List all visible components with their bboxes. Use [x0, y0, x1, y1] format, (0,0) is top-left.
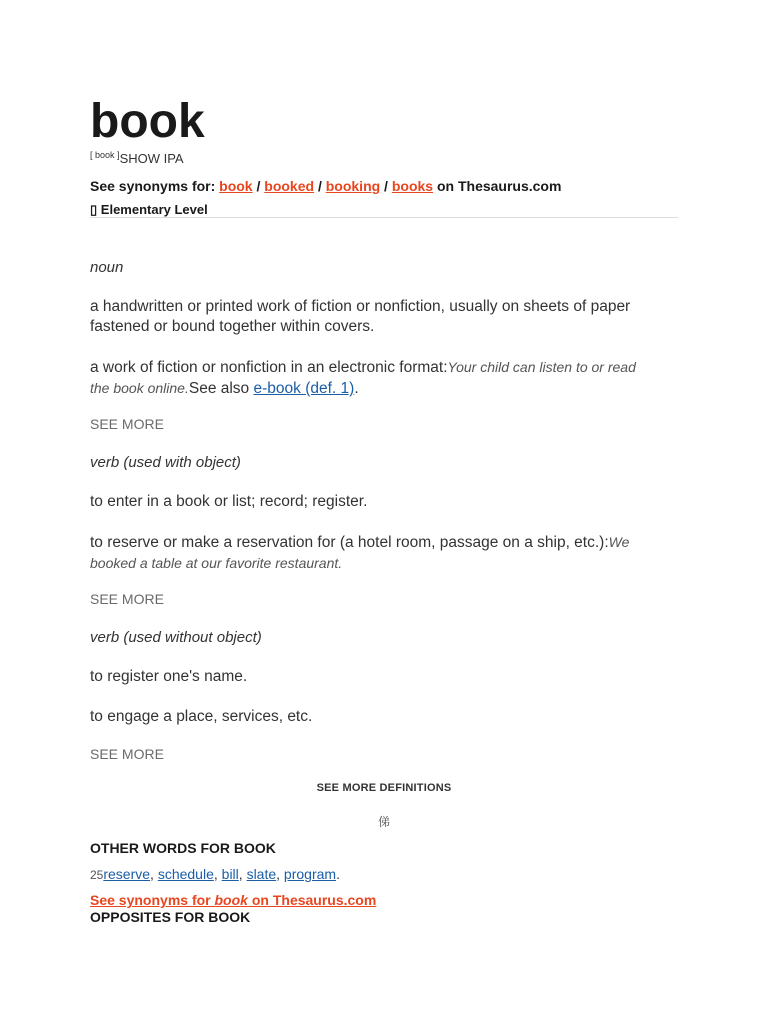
see-more-definitions-button[interactable]: SEE MORE DEFINITIONS	[316, 782, 452, 794]
show-ipa-button[interactable]: SHOW IPA	[119, 151, 184, 166]
pos-verb-transitive: verb (used with object)	[90, 454, 241, 471]
synonym-separator: /	[314, 178, 326, 194]
other-words-end: .	[336, 866, 340, 882]
thesaurus-link-suffix: on Thesaurus.com	[247, 892, 377, 908]
separator-glyph: 俤	[377, 815, 390, 829]
pos-noun: noun	[90, 259, 124, 276]
pron-bracket-open: [	[90, 150, 93, 160]
thesaurus-link-word: book	[214, 892, 248, 908]
pronunciation	[90, 150, 184, 166]
definition-verb-1: to enter in a book or list; record; register.	[90, 493, 368, 510]
synonyms-line	[90, 178, 561, 194]
ebook-link[interactable]: e-book (def. 1)	[253, 380, 355, 397]
synonyms-prefix: See synonyms for:	[90, 178, 220, 194]
synonym-separator: /	[380, 178, 392, 194]
opposites-heading: OPPOSITES FOR BOOK	[90, 909, 251, 925]
level-label: Elementary Level	[100, 202, 208, 217]
thesaurus-link[interactable]	[90, 892, 376, 908]
other-words-heading: OTHER WORDS FOR BOOK	[90, 840, 276, 856]
other-words-number: 25	[90, 868, 104, 882]
see-more-noun-button[interactable]: SEE MORE	[90, 416, 164, 432]
other-words-list: 25reserve, schedule, bill, slate, program.	[90, 866, 340, 882]
other-word-schedule[interactable]: schedule	[157, 866, 214, 882]
synonym-link-books[interactable]: books	[391, 178, 434, 194]
definition-example: Your child can listen to or read the book online.	[90, 359, 636, 396]
other-word-bill[interactable]: bill	[221, 866, 239, 882]
definition-text: to reserve or make a reservation for (a hotel room, passage on a ship, etc.):	[90, 534, 609, 551]
definition-example: We booked a table at our favorite restaurant.	[90, 534, 630, 571]
synonym-link-booking[interactable]: booking	[325, 178, 381, 194]
definition-end: .	[354, 380, 359, 397]
thesaurus-link-prefix: See synonyms for	[90, 892, 215, 908]
other-word-reserve[interactable]: reserve	[103, 866, 151, 882]
definition-verb-intrans-1: to register one's name.	[90, 668, 248, 685]
pron-bracket-close: ]	[117, 150, 120, 160]
see-also-text: See also	[188, 380, 254, 397]
other-word-slate[interactable]: slate	[246, 866, 277, 882]
definition-noun-1: a handwritten or printed work of fiction or nonfiction, usually on sheets of paper fastened or bound together within covers.	[90, 298, 631, 335]
divider	[90, 217, 678, 218]
see-more-verb-intrans-button[interactable]: SEE MORE	[90, 746, 164, 762]
other-word-program[interactable]: program	[283, 866, 337, 882]
definition-noun-2	[90, 357, 650, 399]
see-more-verb-button[interactable]: SEE MORE	[90, 591, 164, 607]
synonym-separator: /	[252, 178, 265, 194]
synonym-link-booked[interactable]: booked	[264, 178, 315, 194]
level-icon: ▯	[90, 202, 98, 217]
headword: book	[90, 95, 205, 148]
pron-text: book	[92, 150, 118, 160]
synonym-link-book[interactable]: book	[219, 178, 253, 194]
definition-verb-2	[90, 532, 650, 574]
pos-verb-intransitive: verb (used without object)	[90, 629, 262, 646]
level-badge	[90, 202, 208, 218]
definition-verb-intrans-2: to engage a place, services, etc.	[90, 708, 313, 725]
synonyms-suffix: on Thesaurus.com	[433, 178, 562, 194]
definition-text: a work of fiction or nonfiction in an electronic format:	[90, 359, 448, 376]
